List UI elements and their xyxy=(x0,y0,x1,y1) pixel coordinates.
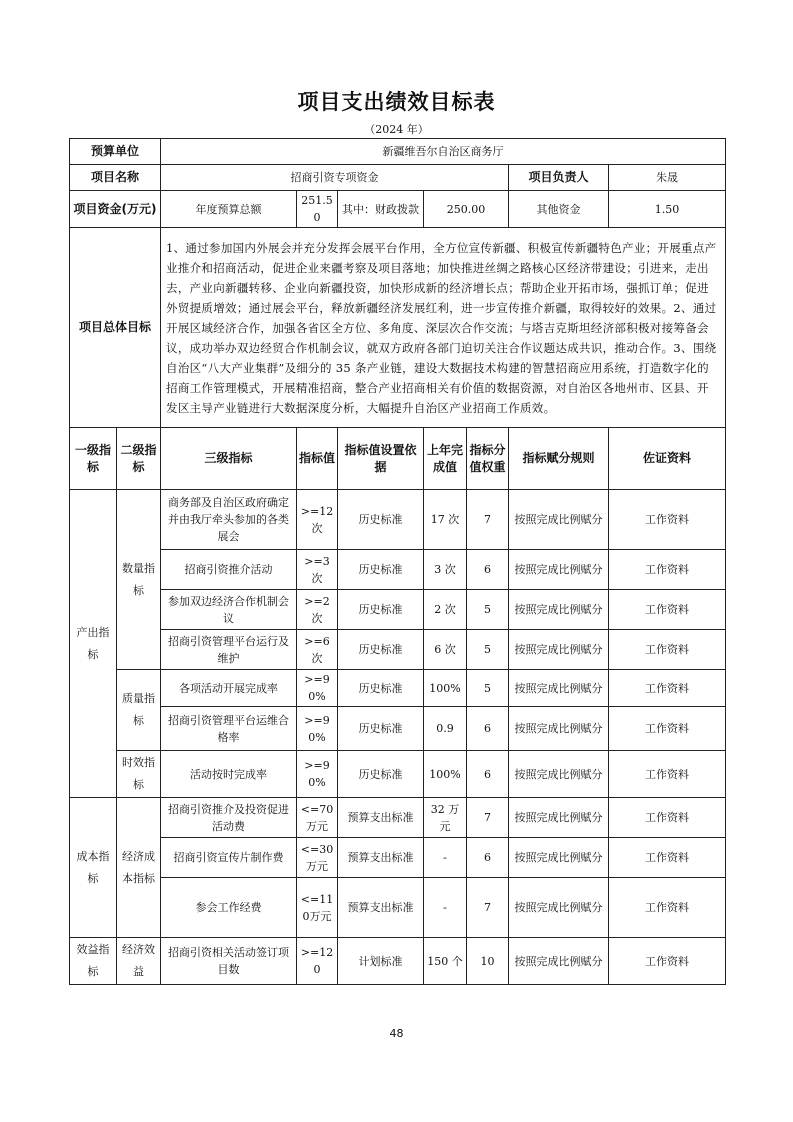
indicator-weight: 10 xyxy=(467,938,509,985)
level2-timeliness: 时效指标 xyxy=(117,751,161,798)
indicator-value: >=12次 xyxy=(297,490,338,550)
project-name-value: 招商引资专项资金 xyxy=(161,165,509,191)
level2-quality: 质量指标 xyxy=(117,670,161,751)
indicator-last: 100% xyxy=(424,670,467,707)
indicator-basis: 历史标准 xyxy=(338,630,424,670)
indicator-weight: 6 xyxy=(467,550,509,590)
level1-benefit: 效益指标 xyxy=(70,938,117,985)
indicator-name: 参加双边经济合作机制会议 xyxy=(161,590,297,630)
indicator-value: >=6次 xyxy=(297,630,338,670)
table-row xyxy=(70,707,726,751)
column-header: 三级指标 xyxy=(161,428,297,490)
indicator-basis: 历史标准 xyxy=(338,751,424,798)
indicator-rule: 按照完成比例赋分 xyxy=(509,630,609,670)
indicator-weight: 5 xyxy=(467,630,509,670)
page-number: 48 xyxy=(389,1027,404,1040)
table-row xyxy=(70,798,726,838)
project-leader-value: 朱晟 xyxy=(609,165,726,191)
indicator-value: >=90% xyxy=(297,707,338,751)
table-row xyxy=(70,670,726,707)
table-row xyxy=(70,490,726,550)
column-header: 二级指标 xyxy=(117,428,161,490)
indicator-evidence: 工作资料 xyxy=(609,798,726,838)
indicator-basis: 历史标准 xyxy=(338,490,424,550)
indicator-value: >=2次 xyxy=(297,590,338,630)
table-row xyxy=(70,630,726,670)
year-label: （2024 年） xyxy=(364,123,429,136)
indicator-evidence: 工作资料 xyxy=(609,490,726,550)
indicator-basis: 历史标准 xyxy=(338,670,424,707)
level2-quantity: 数量指标 xyxy=(117,490,161,670)
level1-cost: 成本指标 xyxy=(70,798,117,938)
table-row xyxy=(70,878,726,938)
indicator-last: 100% xyxy=(424,751,467,798)
indicator-name: 招商引资宣传片制作费 xyxy=(161,838,297,878)
level2-economic-benefit: 经济效益 xyxy=(117,938,161,985)
indicator-evidence: 工作资料 xyxy=(609,878,726,938)
project-name-label: 项目名称 xyxy=(70,165,161,191)
indicator-rule: 按照完成比例赋分 xyxy=(509,798,609,838)
annual-budget-value: 251.50 xyxy=(297,191,338,228)
indicator-rule: 按照完成比例赋分 xyxy=(509,838,609,878)
indicator-weight: 6 xyxy=(467,838,509,878)
indicator-rule: 按照完成比例赋分 xyxy=(509,751,609,798)
table-row xyxy=(70,838,726,878)
indicator-evidence: 工作资料 xyxy=(609,670,726,707)
indicator-last: 0.9 xyxy=(424,707,467,751)
indicator-value: >=90% xyxy=(297,751,338,798)
column-header: 指标赋分规则 xyxy=(509,428,609,490)
indicator-evidence: 工作资料 xyxy=(609,938,726,985)
indicator-evidence: 工作资料 xyxy=(609,630,726,670)
table-row xyxy=(70,751,726,798)
indicator-name: 招商引资推介及投资促进活动费 xyxy=(161,798,297,838)
indicator-weight: 7 xyxy=(467,798,509,838)
indicator-last: - xyxy=(424,838,467,878)
other-funds-label: 其他资金 xyxy=(509,191,609,228)
overall-goal-label: 项目总体目标 xyxy=(70,228,161,428)
indicator-weight: 6 xyxy=(467,707,509,751)
indicator-rule: 按照完成比例赋分 xyxy=(509,550,609,590)
indicator-value: <=70万元 xyxy=(297,798,338,838)
indicator-basis: 预算支出标准 xyxy=(338,878,424,938)
indicator-evidence: 工作资料 xyxy=(609,707,726,751)
indicator-rule: 按照完成比例赋分 xyxy=(509,590,609,630)
budget-unit-value: 新疆维吾尔自治区商务厅 xyxy=(161,139,726,165)
column-header: 指标值设置依据 xyxy=(338,428,424,490)
indicator-name: 参会工作经费 xyxy=(161,878,297,938)
indicator-last: 3 次 xyxy=(424,550,467,590)
column-header: 一级指标 xyxy=(70,428,117,490)
column-header: 佐证资料 xyxy=(609,428,726,490)
indicator-name: 活动按时完成率 xyxy=(161,751,297,798)
indicator-name: 招商引资推介活动 xyxy=(161,550,297,590)
other-funds-value: 1.50 xyxy=(609,191,726,228)
indicator-value: <=110万元 xyxy=(297,878,338,938)
table-row xyxy=(70,938,726,985)
project-funds-label: 项目资金(万元) xyxy=(70,191,161,228)
level1-output: 产出指标 xyxy=(70,490,117,798)
page-title: 项目支出绩效目标表 xyxy=(297,90,496,114)
indicator-last: 150 个 xyxy=(424,938,467,985)
fiscal-allocation-value: 250.00 xyxy=(424,191,509,228)
indicator-evidence: 工作资料 xyxy=(609,838,726,878)
indicator-value: >=3次 xyxy=(297,550,338,590)
indicator-evidence: 工作资料 xyxy=(609,751,726,798)
indicator-basis: 历史标准 xyxy=(338,590,424,630)
indicator-weight: 7 xyxy=(467,490,509,550)
indicator-weight: 5 xyxy=(467,590,509,630)
indicator-value: <=30万元 xyxy=(297,838,338,878)
project-leader-label: 项目负责人 xyxy=(509,165,609,191)
budget-unit-label: 预算单位 xyxy=(70,139,161,165)
indicator-name: 招商引资管理平台运行及维护 xyxy=(161,630,297,670)
indicator-last: 2 次 xyxy=(424,590,467,630)
indicator-basis: 计划标准 xyxy=(338,938,424,985)
indicator-value: >=120 xyxy=(297,938,338,985)
indicator-weight: 6 xyxy=(467,751,509,798)
indicator-name: 商务部及自治区政府确定并由我厅牵头参加的各类展会 xyxy=(161,490,297,550)
column-header: 指标值 xyxy=(297,428,338,490)
indicator-basis: 预算支出标准 xyxy=(338,798,424,838)
overall-goal-text: 1、通过参加国内外展会并充分发挥会展平台作用，全方位宣传新疆、积极宣传新疆特色产业；开展重点产业推介和招商活动，促进企业来疆考察及项目落地；加快推进丝绸之路核心区经济带建设；引进来，走出去，产业向新疆转移、企业向新疆投资，加快形成新的经济增长点；帮助企业开拓市场，强抓订单；促进外贸提质增效；通过展会平台，释放新疆经济发展红利，进一步宣传推介新疆，取得较好的效果。2、通过开展区域经济合作，加强各省区全方位、多角度、深层次合作交流；与塔吉克斯坦经济部积极对接筹备会议，成功举办双边经贸合作机制会议，就双方政府各部门迫切关注合作议题达成共识，推动合作。3、围绕自治区“八大产业集群”及细分的 35 条产业链，建设大数据技术构建的智慧招商应用系统，打造数字化的招商工作管理模式，开展精准招商，整合产业招商相关有价值的数据资源，对自治区各地州市、区县、开发区主导产业链进行大数据深度分析，大幅提升自治区产业招商工作质效。 xyxy=(161,228,726,428)
performance-table xyxy=(69,138,726,985)
indicator-evidence: 工作资料 xyxy=(609,550,726,590)
indicator-name: 各项活动开展完成率 xyxy=(161,670,297,707)
indicator-name: 招商引资管理平台运维合格率 xyxy=(161,707,297,751)
indicator-rule: 按照完成比例赋分 xyxy=(509,878,609,938)
column-header: 指标分值权重 xyxy=(467,428,509,490)
indicator-last: 32 万元 xyxy=(424,798,467,838)
indicator-evidence: 工作资料 xyxy=(609,590,726,630)
indicator-weight: 5 xyxy=(467,670,509,707)
indicator-value: >=90% xyxy=(297,670,338,707)
indicator-rule: 按照完成比例赋分 xyxy=(509,490,609,550)
indicator-rule: 按照完成比例赋分 xyxy=(509,707,609,751)
indicator-last: 17 次 xyxy=(424,490,467,550)
fiscal-allocation-label: 其中：财政拨款 xyxy=(338,191,424,228)
indicator-basis: 历史标准 xyxy=(338,707,424,751)
table-row xyxy=(70,550,726,590)
indicator-last: 6 次 xyxy=(424,630,467,670)
column-header: 上年完成值 xyxy=(424,428,467,490)
table-row xyxy=(70,590,726,630)
indicator-basis: 历史标准 xyxy=(338,550,424,590)
annual-budget-label: 年度预算总额 xyxy=(161,191,297,228)
indicator-rule: 按照完成比例赋分 xyxy=(509,938,609,985)
indicator-basis: 预算支出标准 xyxy=(338,838,424,878)
indicator-weight: 7 xyxy=(467,878,509,938)
indicator-last: - xyxy=(424,878,467,938)
indicator-rule: 按照完成比例赋分 xyxy=(509,670,609,707)
indicator-name: 招商引资相关活动签订项目数 xyxy=(161,938,297,985)
level2-economic-cost: 经济成本指标 xyxy=(117,798,161,938)
